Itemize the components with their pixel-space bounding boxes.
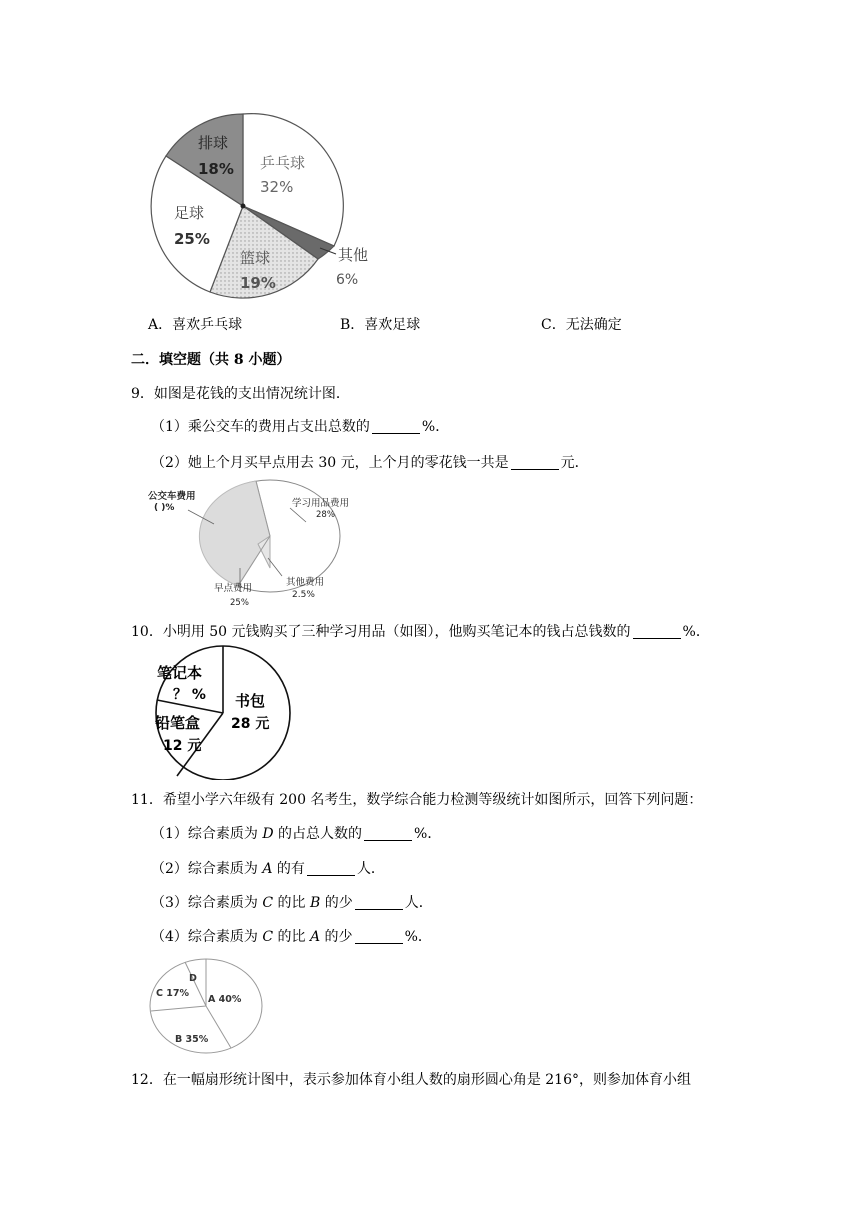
q9-part1: （1）乘公交车的费用占支出总数的 %． xyxy=(151,419,450,435)
option-letter: A． xyxy=(148,317,173,333)
option-text: 喜欢乒乓球 xyxy=(172,317,243,333)
q8-option-b xyxy=(340,314,420,334)
q9-value-bus: ( )% xyxy=(154,503,175,513)
q8-value-volleyball: 18% xyxy=(198,160,234,178)
q10-pie-chart xyxy=(147,644,293,780)
answer-blank xyxy=(307,861,355,876)
q12-stem: 12．在一幅扇形统计图中，表示参加体育小组人数的扇形圆心角是 216°，则参加体育小组 xyxy=(131,1072,691,1088)
q11-label-a: A 40% xyxy=(208,994,242,1005)
option-text: 喜欢足球 xyxy=(364,317,421,333)
q9-label-other: 其他费用 xyxy=(286,577,325,588)
q10-value-bag: 28 元 xyxy=(231,716,270,732)
q10-label-notebook: 笔记本 xyxy=(157,664,203,682)
q9-pie-chart xyxy=(148,478,368,610)
q9-value-other: 2.5% xyxy=(292,590,315,600)
q11-part2: （2）综合素质为 A 的有 人． xyxy=(151,861,385,877)
q10-value-pencilcase: 12 元 xyxy=(163,738,202,754)
q8-value-football: 25% xyxy=(174,230,210,248)
q8-option-a xyxy=(148,314,242,334)
answer-blank xyxy=(355,929,403,944)
q9-value-study: 28% xyxy=(316,510,335,520)
q8-value-basketball: 19% xyxy=(240,274,276,292)
answer-blank xyxy=(364,826,412,841)
answer-blank xyxy=(355,895,403,910)
q11-stem: 11．希望小学六年级有 200 名考生，数学综合能力检测等级统计如图所示，回答下列问题： xyxy=(131,792,703,808)
q10-label-pencilcase: 铅笔盒 xyxy=(155,714,201,732)
q10-value-notebook: ？ % xyxy=(173,687,206,703)
q11-label-c: C 17% xyxy=(156,988,190,999)
q11-label-d: D xyxy=(189,973,197,984)
q11-pie-chart xyxy=(147,955,269,1059)
q8-value-pingpang: 32% xyxy=(260,178,294,196)
q8-label-pingpang: 乒乓球 xyxy=(260,154,306,172)
q11-label-b: B 35% xyxy=(175,1034,209,1045)
q11-part1: （1）综合素质为 D 的占总人数的 %． xyxy=(151,826,442,842)
q11-part4: （4）综合素质为 C 的比 A 的少 %． xyxy=(151,929,432,945)
q8-pie-chart xyxy=(140,108,380,302)
option-letter: B． xyxy=(340,317,365,333)
q9-label-study: 学习用品费用 xyxy=(292,498,350,509)
q8-label-volleyball: 排球 xyxy=(198,134,229,152)
answer-blank xyxy=(372,419,420,434)
option-text: 无法确定 xyxy=(565,317,622,333)
q9-label-bus: 公交车费用 xyxy=(148,491,196,502)
q8-label-basketball: 篮球 xyxy=(240,249,271,267)
q8-option-c xyxy=(541,314,622,334)
q9-part2: （2）她上个月买早点用去 30 元，上个月的零花钱一共是 元． xyxy=(151,455,589,471)
q9-stem: 9．如图是花钱的支出情况统计图． xyxy=(131,386,350,402)
q8-value-other: 6% xyxy=(336,272,359,288)
q10-stem: 10．小明用 50 元钱购买了三种学习用品（如图），他购买笔记本的钱占总钱数的 %． xyxy=(131,624,710,640)
q10-label-bag: 书包 xyxy=(235,692,266,710)
q8-label-football: 足球 xyxy=(174,204,205,222)
q9-value-breakfast: 25% xyxy=(230,598,249,608)
q9-label-breakfast: 早点费用 xyxy=(214,583,253,594)
section-title: 二．填空题（共 8 小题） xyxy=(131,352,291,368)
answer-blank xyxy=(511,455,559,470)
q8-label-other: 其他 xyxy=(338,246,369,264)
q11-part3: （3）综合素质为 C 的比 B 的少 人． xyxy=(151,895,433,911)
answer-blank xyxy=(633,624,681,639)
option-letter: C． xyxy=(541,317,566,333)
